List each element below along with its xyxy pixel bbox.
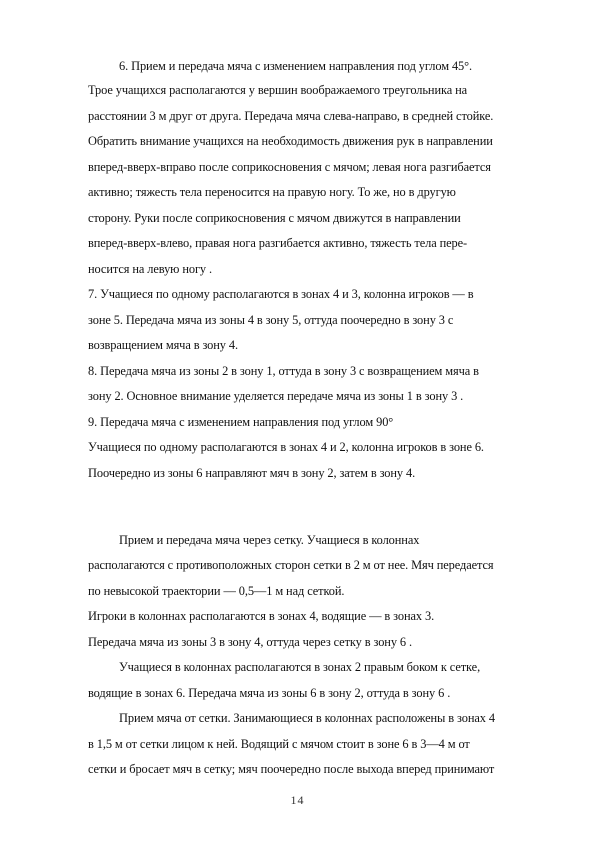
text-line: расстоянии 3 м друг от друга. Передача мяча слева-направо, в средней стойке. bbox=[88, 109, 494, 123]
text-line: сторону. Руки после соприкосновения с мячом движутся в направлении bbox=[88, 211, 461, 225]
text-line: вперед-вверх-вправо после соприкосновения с мячом; левая нога разгибается bbox=[88, 160, 491, 174]
text-line: зоне 5. Передача мяча из зоны 4 в зону 5, оттуда поочередно в зону 3 с bbox=[88, 313, 454, 327]
text-line: Передача мяча из зоны 3 в зону 4, оттуда через сетку в зону 6 . bbox=[88, 635, 413, 649]
text-line: возвращением мяча в зону 4. bbox=[88, 338, 238, 352]
text-line: Обратить внимание учащихся на необходимость движения рук в направлении bbox=[88, 134, 493, 148]
text-line: активно; тяжесть тела переносится на правую ногу. То же, но в другую bbox=[88, 185, 456, 199]
text-line: Учащиеся в колоннах располагаются в зонах 2 правым боком к сетке, bbox=[119, 660, 481, 674]
text-line: располагаются с противоположных сторон сетки в 2 м от нее. Мяч передается bbox=[88, 558, 494, 572]
text-line: сетки и бросает мяч в сетку; мяч поочередно после выхода вперед принимают bbox=[88, 762, 495, 776]
text-line: Прием и передача мяча через сетку. Учащиеся в колоннах bbox=[119, 533, 420, 547]
text-line: Прием мяча от сетки. Занимающиеся в колоннах расположены в зонах 4 bbox=[119, 711, 495, 725]
text-line: 8. Передача мяча из зоны 2 в зону 1, оттуда в зону 3 с возвращением мяча в bbox=[88, 364, 479, 378]
page-number: 14 bbox=[290, 793, 305, 807]
text-line: в 1,5 м от сетки лицом к ней. Водящий с мячом стоит в зоне 6 в 3—4 м от bbox=[88, 737, 470, 751]
text-line: Поочередно из зоны 6 направляют мяч в зону 2, затем в зону 4. bbox=[88, 466, 416, 480]
text-line: Трое учащихся располагаются у вершин воображаемого треугольника на bbox=[88, 83, 468, 97]
text-line: 9. Передача мяча с изменением направления под углом 90° bbox=[88, 415, 394, 429]
text-line: Учащиеся по одному располагаются в зонах 4 и 2, колонна игроков в зоне 6. bbox=[88, 440, 484, 454]
text-line: вперед-вверх-влево, правая нога разгибается активно, тяжесть тела пере- bbox=[88, 236, 468, 250]
text-line: зону 2. Основное внимание уделяется передаче мяча из зоны 1 в зону 3 . bbox=[88, 389, 464, 403]
text-line: водящие в зонах 6. Передача мяча из зоны 6 в зону 2, оттуда в зону 6 . bbox=[88, 686, 451, 700]
text-line: Игроки в колоннах располагаются в зонах 4, водящие — в зонах 3. bbox=[88, 609, 435, 623]
text-line: 6. Прием и передача мяча с изменением направления под углом 45°. bbox=[119, 59, 472, 73]
text-line: носится на левую ногу . bbox=[88, 262, 213, 276]
text-line: по невысокой траектории — 0,5—1 м над сеткой. bbox=[88, 584, 345, 598]
text-line: 7. Учащиеся по одному располагаются в зонах 4 и 3, колонна игроков — в bbox=[88, 287, 474, 301]
